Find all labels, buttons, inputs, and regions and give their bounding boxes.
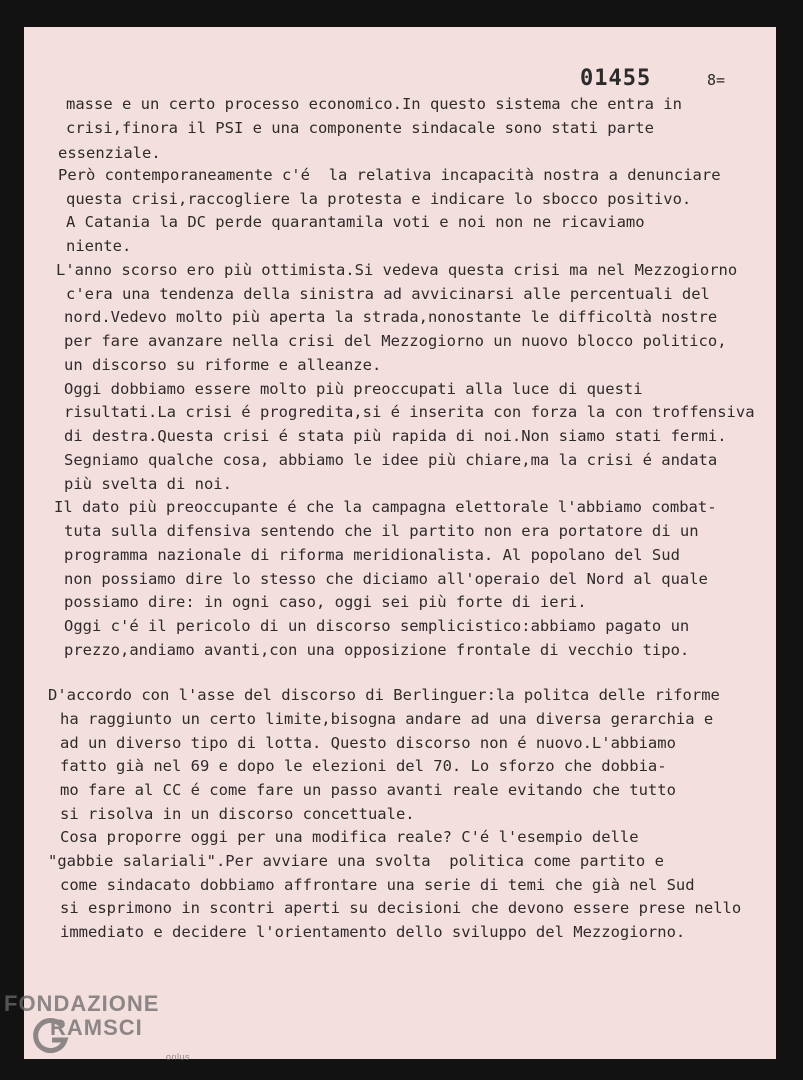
text-line: di destra.Questa crisi é stata più rapida di noi.Non siamo stati fermi. [64, 427, 727, 445]
text-line: Però contemporaneamente c'é la relativa incapacità nostra a denunciare [58, 166, 721, 184]
text-line: immediato e decidere l'orientamento dello sviluppo del Mezzogiorno. [60, 923, 686, 941]
text-line: fatto già nel 69 e dopo le elezioni del 70. Lo sforzo che dobbia- [60, 757, 667, 775]
page-number: 8= [707, 71, 726, 89]
text-line: Segniamo qualche cosa, abbiamo le idee più chiare,ma la crisi é andata [64, 451, 718, 469]
text-line: un discorso su riforme e alleanze. [64, 356, 382, 374]
text-line: A Catania la DC perde quarantamila voti e noi non ne ricaviamo [66, 213, 645, 231]
text-line: ad un diverso tipo di lotta. Questo discorso non é nuovo.L'abbiamo [60, 734, 676, 752]
text-line: L'anno scorso ero più ottimista.Si vedeva questa crisi ma nel Mezzogiorno [56, 261, 738, 279]
text-line: risultati.La crisi é progredita,si é inserita con forza la con troffensiva [64, 403, 755, 421]
typewritten-page [24, 27, 776, 1059]
text-line: tuta sulla difensiva sentendo che il partito non era portatore di un [64, 522, 699, 540]
text-line: si risolva in un discorso concettuale. [60, 805, 415, 823]
text-line: ha raggiunto un certo limite,bisogna andare ad una diversa gerarchia e [60, 710, 714, 728]
g-logo-icon [30, 1016, 70, 1056]
text-line: possiamo dire: in ogni caso, oggi sei più forte di ieri. [64, 593, 587, 611]
text-line: Il dato più preoccupante é che la campagna elettorale l'abbiamo combat- [54, 498, 717, 516]
text-line: programma nazionale di riforma meridionalista. Al popolano del Sud [64, 546, 680, 564]
text-line: niente. [66, 237, 132, 255]
watermark-line-3: onlus [166, 1052, 191, 1062]
watermark-line-2: RAMSCI [50, 1015, 143, 1040]
text-line: essenziale. [58, 144, 161, 162]
text-line: "gabbie salariali".Per avviare una svolta politica come partito e [48, 852, 664, 870]
text-line: masse e un certo processo economico.In questo sistema che entra in [66, 95, 682, 113]
fondazione-gramsci-watermark [4, 991, 191, 1062]
text-line: D'accordo con l'asse del discorso di Berlinguer:la politca delle riforme [48, 686, 720, 704]
text-line: c'era una tendenza della sinistra ad avvicinarsi alle percentuali del [66, 285, 710, 303]
text-line: Oggi c'é il pericolo di un discorso semplicistico:abbiamo pagato un [64, 617, 690, 635]
watermark-line-1: FONDAZIONE [4, 991, 160, 1016]
text-line: prezzo,andiamo avanti,con una opposizione frontale di vecchio tipo. [64, 641, 690, 659]
text-line: Oggi dobbiamo essere molto più preoccupati alla luce di questi [64, 380, 643, 398]
text-line: come sindacato dobbiamo affrontare una serie di temi che già nel Sud [60, 876, 695, 894]
text-line: mo fare al CC é come fare un passo avanti reale evitando che tutto [60, 781, 676, 799]
text-line: si esprimono in scontri aperti su decisioni che devono essere prese nello [60, 899, 742, 917]
text-line: più svelta di noi. [64, 475, 232, 493]
text-line: nord.Vedevo molto più aperta la strada,nonostante le difficoltà nostre [64, 308, 718, 326]
text-line: Cosa proporre oggi per una modifica reale? C'é l'esempio delle [60, 828, 639, 846]
text-line: non possiamo dire lo stesso che diciamo all'operaio del Nord al quale [64, 570, 708, 588]
text-line: crisi,finora il PSI e una componente sindacale sono stati parte [66, 119, 654, 137]
text-line: per fare avanzare nella crisi del Mezzogiorno un nuovo blocco politico, [64, 332, 727, 350]
text-line: questa crisi,raccogliere la protesta e indicare lo sbocco positivo. [66, 190, 692, 208]
document-number: 01455 [580, 66, 652, 91]
